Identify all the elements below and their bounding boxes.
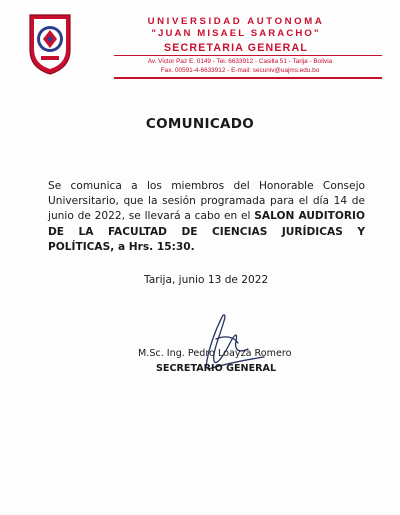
signer-name: M.Sc. Ing. Pedro Loayza Romero <box>138 348 292 359</box>
announcement-location: SALON AUDITORIO DE LA FACULTAD DE CIENCIAS JURÍDICAS Y POLÍTICAS, a Hrs. 15:30. <box>48 210 365 253</box>
university-seal-icon <box>27 12 73 76</box>
announcement-paragraph <box>48 179 365 255</box>
university-name: UNIVERSIDAD AUTONOMA <box>147 16 325 27</box>
letterhead-contact <box>98 57 382 75</box>
place-date: Tarija, junio 13 de 2022 <box>144 274 269 286</box>
university-subname: "JUAN MISAEL SARACHO" <box>151 28 321 39</box>
document-title: COMUNICADO <box>145 116 255 132</box>
header-bottom-rule <box>114 77 382 79</box>
letterhead-divider <box>114 55 382 56</box>
office-name: SECRETARIA GENERAL <box>163 42 309 54</box>
address-line: Av. Victor Paz E. 0149 - Tel. 6633912 - Casilla 51 - Tarija - Bolivia <box>147 58 333 65</box>
signer-position: SECRETARIO GENERAL <box>156 363 277 374</box>
announcement-text: Se comunica a los miembros del Honorable Consejo Universitario, que la sesión programada para el día 14 de junio de 2022, se llevará a cabo en el <box>48 180 365 223</box>
letterhead <box>98 16 374 55</box>
contact-line: Fax. 00591-4-6633912 - E-mail: secuniv@uajms.edu.bo <box>160 67 320 74</box>
